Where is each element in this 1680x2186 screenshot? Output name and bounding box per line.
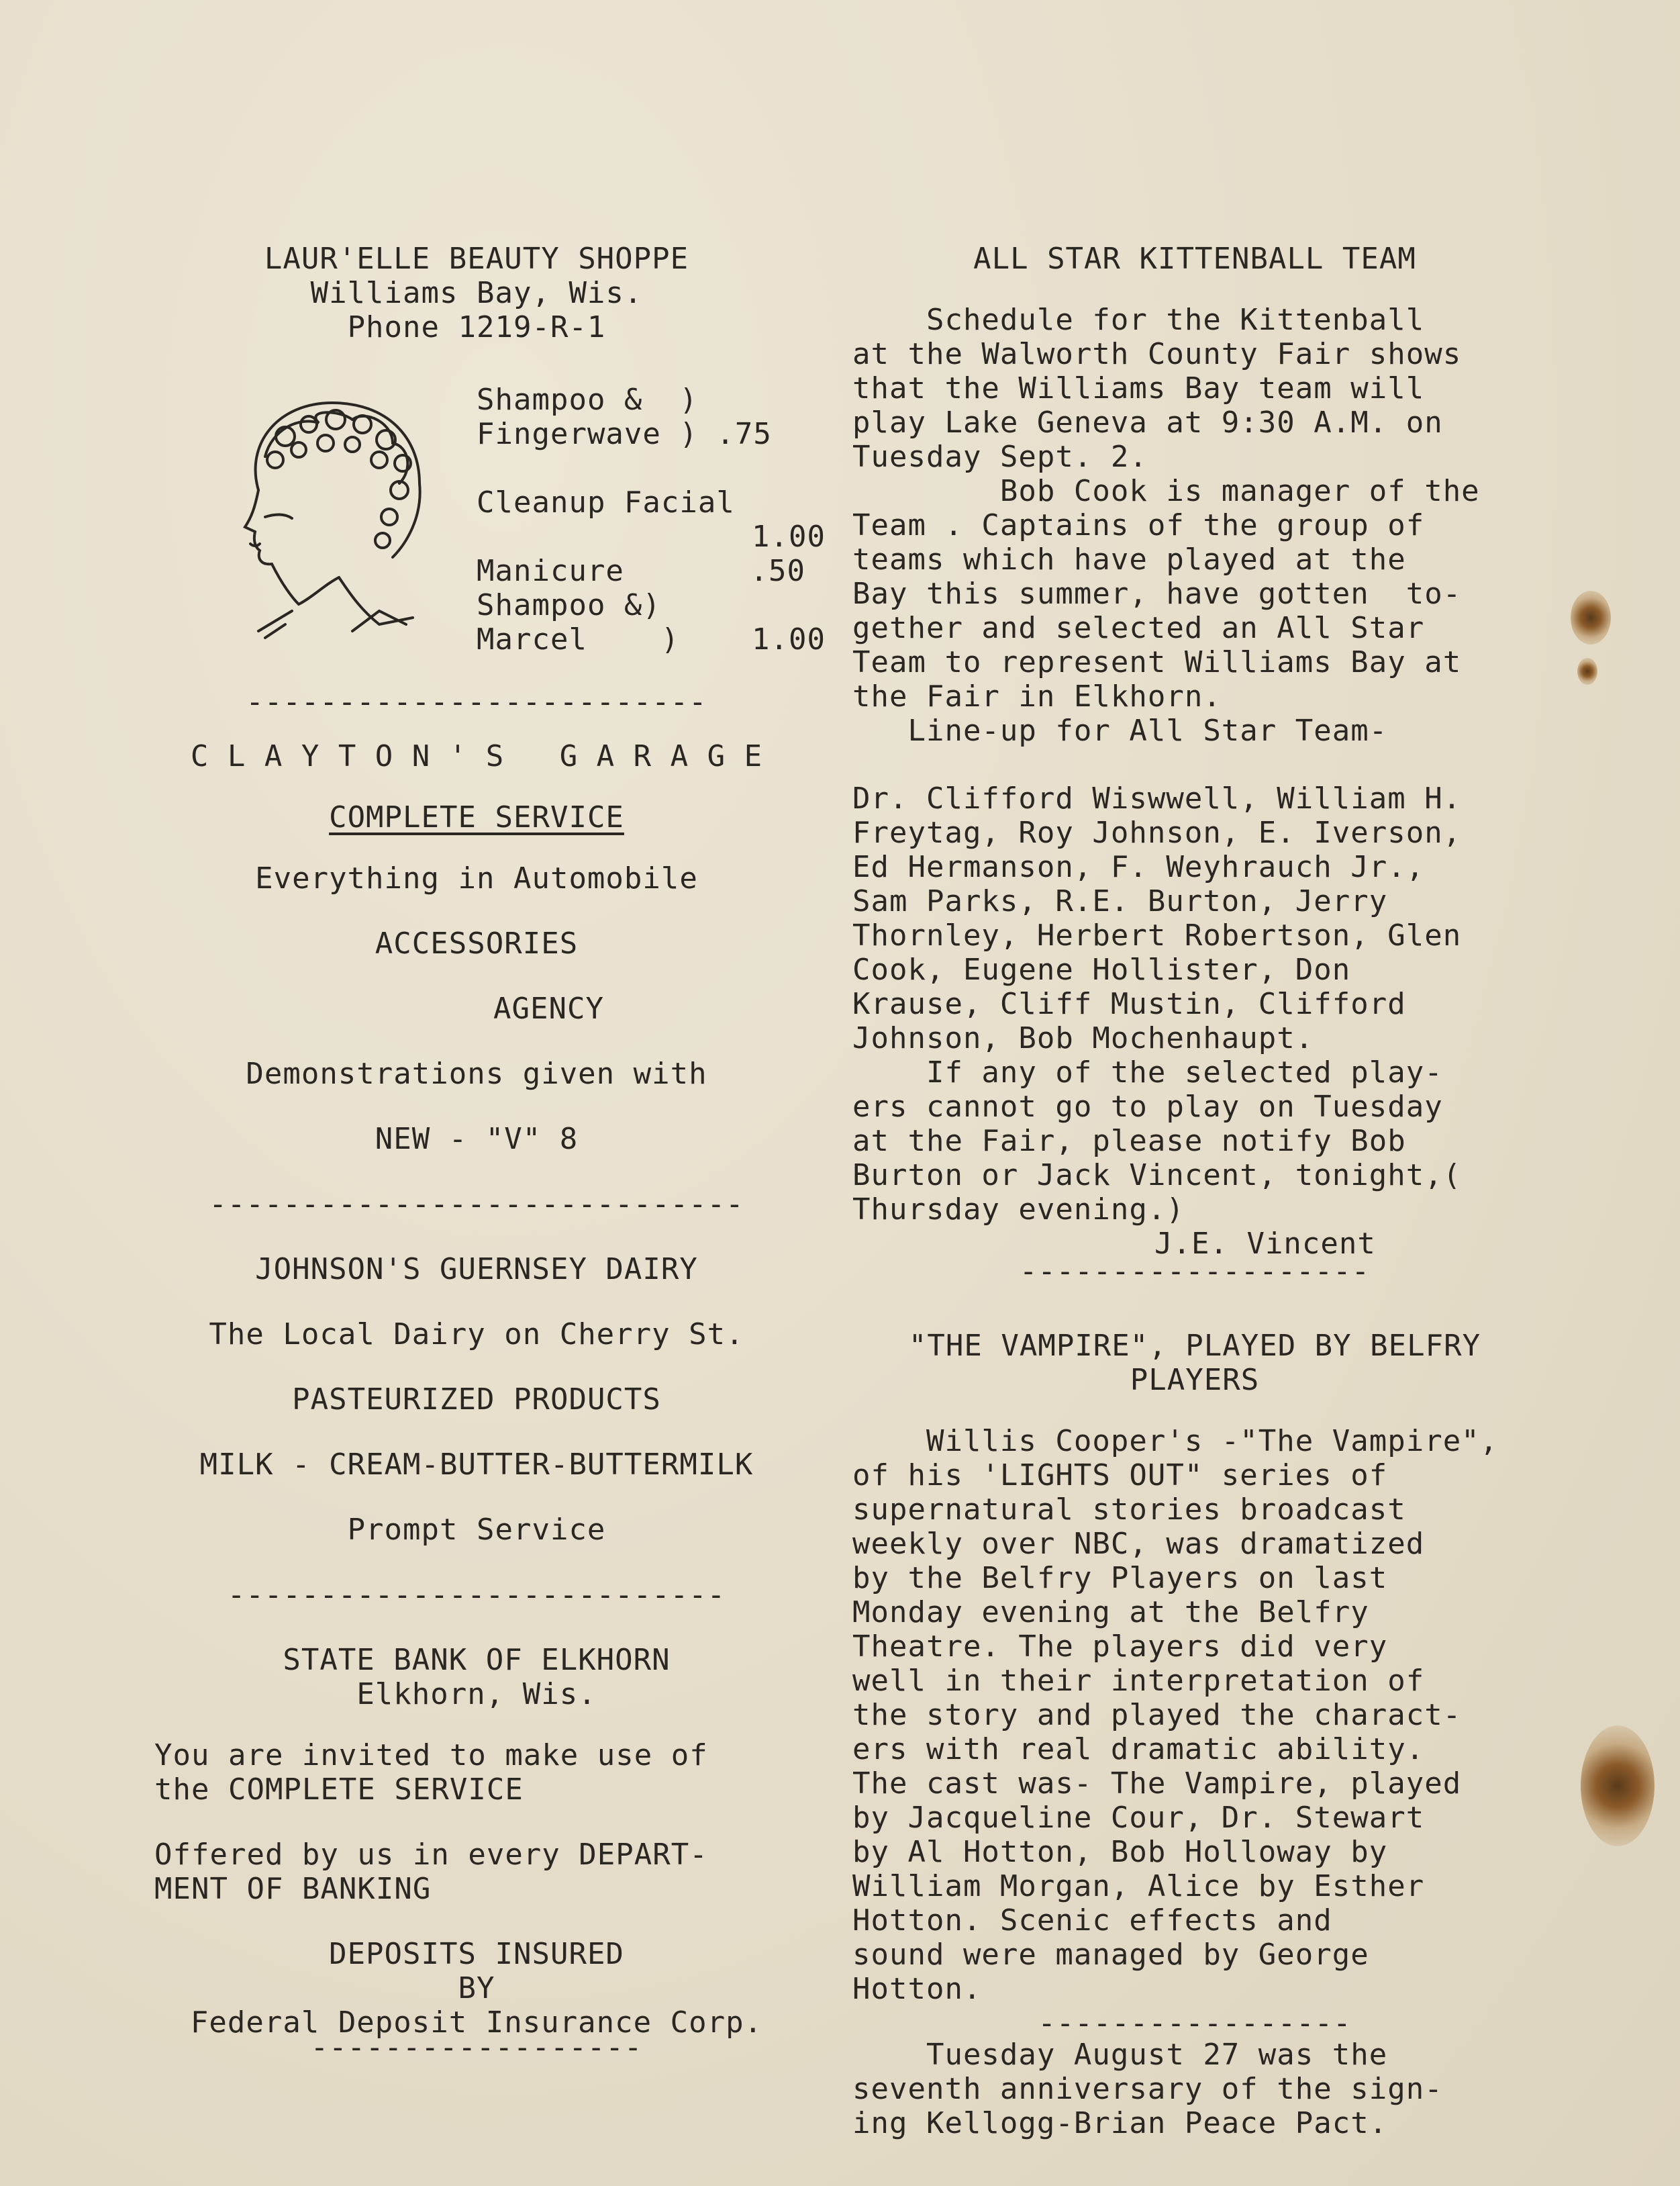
separator-line: ------------------ [310,2030,643,2064]
price-marcel: 1.00 [752,622,826,657]
lineup-text-line: Dr. Clifford Wiswwell, William H. [852,781,1462,816]
bank-text-line: the COMPLETE SERVICE [154,1772,524,1807]
bank-name: STATE BANK OF ELKHORN [283,1643,671,1677]
kittenball-text-line: Tuesday Sept. 2. [852,440,1148,474]
bank-paragraph-1 [154,1738,799,1807]
separator-line: ------------------- [1019,1254,1371,1288]
garage-line-1: Everything in Automobile [255,861,698,896]
beauty-shop-name: LAUR'ELLE BEAUTY SHOPPE [264,242,689,276]
bank-text-line: MENT OF BANKING [154,1872,432,1906]
bank-ad [154,1643,799,2064]
burn-mark [1571,591,1611,645]
kittenball-lineup [852,781,1537,1227]
lineup-text-line: Krause, Cliff Mustin, Clifford [852,987,1406,1021]
service-shampoo-marcel-1: Shampoo &) [477,588,661,622]
vampire-text-line: by the Belfry Players on last [852,1561,1388,1595]
kittenball-text-line: play Lake Geneva at 9:30 A.M. on [852,406,1443,440]
lineup-text-line: ers cannot go to play on Tuesday [852,1090,1443,1124]
bank-paragraph-2 [154,1838,799,1906]
vampire-title-line-2: PLAYERS [1130,1363,1260,1397]
vampire-text-line: Hotton. Scenic effects and [852,1903,1332,1938]
lineup-text-line: Sam Parks, R.E. Burton, Jerry [852,884,1388,918]
vampire-text-line: weekly over NBC, was dramatized [852,1527,1425,1561]
vampire-text-line: Theatre. The players did very [852,1629,1388,1664]
woman-portrait-icon [218,383,446,651]
bank-city: Elkhorn, Wis. [356,1677,597,1711]
kittenball-text-line: at the Walworth County Fair shows [852,337,1462,371]
vampire-text-line: by Al Hotton, Bob Holloway by [852,1835,1388,1869]
price-row-manicure [477,554,826,588]
kittenball-text-line: Line-up for All Star Team- [852,714,1388,748]
bank-deposits-insured: DEPOSITS INSURED [329,1937,624,1971]
beauty-price-list [477,383,826,657]
dairy-name: JOHNSON'S GUERNSEY DAIRY [255,1252,698,1286]
lineup-text-line: Ed Hermanson, F. Weyhrauch Jr., [852,850,1425,884]
vampire-text-line: of his 'LIGHTS OUT" series of [852,1458,1388,1492]
beauty-shop-ad [154,242,826,705]
advertisements-column [154,242,826,2064]
dairy-line-3: MILK - CREAM-BUTTER-BUTTERMILK [199,1447,754,1482]
garage-line-4: Demonstrations given with [246,1057,707,1091]
vampire-paragraph [852,1424,1537,2006]
kittenball-text-line: the Fair in Elkhorn. [852,679,1222,714]
kittenball-text-line: Bay this summer, have gotten to- [852,577,1462,611]
separator-line: ------------------------- [246,685,707,719]
news-column [852,242,1537,2140]
peace-pact-text-line: Tuesday August 27 was the [852,2038,1388,2072]
dairy-line-2: PASTEURIZED PRODUCTS [292,1382,661,1417]
separator-line: ----------------------------- [209,1187,744,1221]
separator-line: ----------------- [1038,2006,1352,2040]
lineup-text-line: at the Fair, please notify Bob [852,1124,1406,1158]
beauty-shop-phone: Phone 1219-R-1 [347,310,606,344]
lineup-text-line: If any of the selected play- [852,1055,1443,1090]
vampire-text-line: the story and played the charact- [852,1698,1462,1732]
price-manicure: .50 [750,554,805,588]
price-row-marcel [477,622,826,657]
vampire-text-line: The cast was- The Vampire, played [852,1766,1462,1801]
dairy-ad [154,1252,799,1547]
vampire-title-line-1: "THE VAMPIRE", PLAYED BY BELFRY [908,1329,1481,1363]
lineup-text-line: Thornley, Herbert Robertson, Glen [852,918,1462,953]
dairy-line-4: Prompt Service [347,1513,606,1547]
vampire-text-line: Monday evening at the Belfry [852,1595,1369,1629]
lineup-text-line: Johnson, Bob Mochenhaupt. [852,1021,1314,1055]
kittenball-text-line: Bob Cook is manager of the [852,474,1480,508]
vampire-text-line: Willis Cooper's -"The Vampire", [852,1424,1499,1458]
peace-pact-text-line: seventh anniversary of the sign- [852,2072,1443,2106]
vampire-text-line: William Morgan, Alice by Esther [852,1869,1425,1903]
burn-mark [1577,658,1597,685]
service-cleanup-facial: Cleanup Facial [477,485,735,520]
garage-line-3: AGENCY [493,992,604,1026]
service-manicure: Manicure [477,554,624,588]
kittenball-paragraph [852,303,1537,748]
vampire-text-line: by Jacqueline Cour, Dr. Stewart [852,1801,1425,1835]
lineup-text-line: Thursday evening.) [852,1192,1185,1227]
garage-line-2: ACCESSORIES [375,926,579,961]
dairy-line-1: The Local Dairy on Cherry St. [209,1317,744,1351]
kittenball-title: ALL STAR KITTENBALL TEAM [973,242,1416,276]
separator-line: --------------------------- [227,1578,726,1612]
burn-mark [1581,1725,1654,1846]
lineup-text-line: Cook, Eugene Hollister, Don [852,953,1351,987]
peace-pact-text-line: ing Kellogg-Brian Peace Pact. [852,2106,1388,2140]
vampire-text-line: sound were managed by George [852,1938,1369,1972]
garage-ad [154,739,799,1156]
kittenball-text-line: Schedule for the Kittenball [852,303,1425,337]
vampire-text-line: supernatural stories broadcast [852,1492,1406,1527]
vampire-article [852,1329,1537,2006]
lineup-text-line: Freytag, Roy Johnson, E. Iverson, [852,816,1462,850]
bank-by: BY [458,1971,495,2005]
bank-fdic: Federal Deposit Insurance Corp. [190,2005,763,2040]
lineup-text-line: Burton or Jack Vincent, tonight,( [852,1158,1462,1192]
bank-text-line: You are invited to make use of [154,1738,708,1772]
kittenball-text-line: Team to represent Williams Bay at [852,645,1462,679]
price-cleanup-facial: 1.00 [752,520,826,554]
kittenball-text-line: Team . Captains of the group of [852,508,1425,542]
garage-line-5: NEW - "V" 8 [375,1122,579,1156]
garage-name: C L A Y T O N ' S G A R A G E [190,739,763,773]
vampire-text-line: well in their interpretation of [852,1664,1425,1698]
peace-pact-paragraph [852,2038,1537,2140]
service-shampoo-fingerwave-1: Shampoo & ) [477,383,698,417]
bank-text-line: Offered by us in every DEPART- [154,1838,708,1872]
vampire-text-line: Hotton. [852,1972,982,2006]
vampire-text-line: ers with real dramatic ability. [852,1732,1425,1766]
kittenball-text-line: gether and selected an All Star [852,611,1425,645]
garage-tagline: COMPLETE SERVICE [329,800,624,835]
kittenball-article [852,242,1537,1261]
service-shampoo-fingerwave-2: Fingerwave ) .75 [477,417,772,451]
kittenball-text-line: that the Williams Bay team will [852,371,1425,406]
kittenball-text-line: teams which have played at the [852,542,1406,577]
service-marcel: Marcel ) [477,622,680,657]
kittenball-signature: J.E. Vincent [1154,1227,1376,1261]
beauty-shop-address: Williams Bay, Wis. [310,276,643,310]
